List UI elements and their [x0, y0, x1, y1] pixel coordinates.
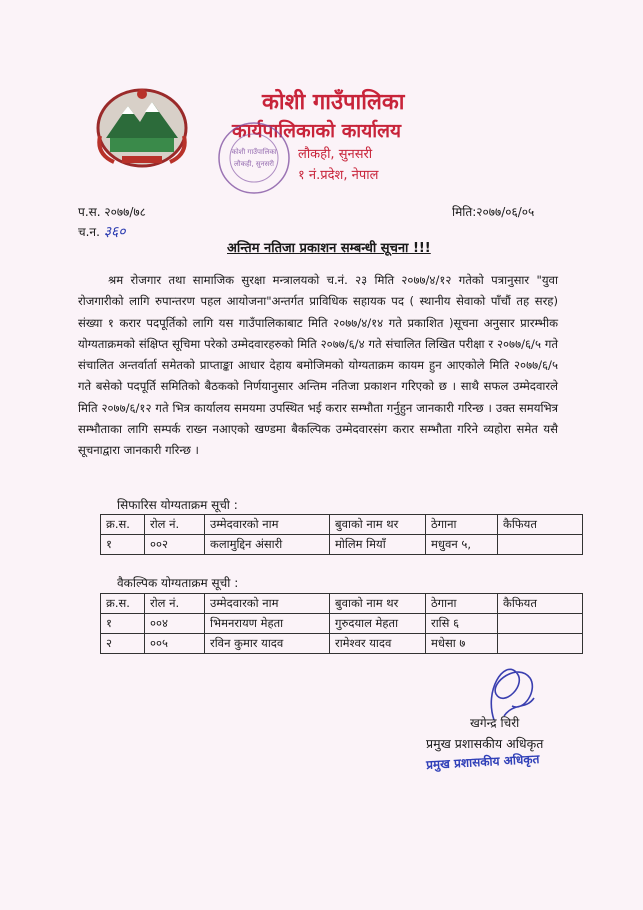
table-cell: १ — [101, 614, 145, 634]
notice-body: श्रम रोजगार तथा सामाजिक सुरक्षा मन्त्रालयको च.नं. २३ मिति २०७७/४/१२ गतेको पत्रानुसार "युवा रोजगारीको लागि रुपान्तरण पहल आयोजना"अन्तर्गत प्राविधिक सहायक पद ( स्थानीय सेवाको पाँचौं तह सरह) संख्या १ करार पदपूर्तिको लागि यस गाउँपालिकाबाट मिति २०७७/४/१४ गते प्रकाशित )सूचना अनुसार प्रारम्भीक योग्यताक्रमको संक्षिप्त सूचिमा परेको उम्मेदवारहरुको मिति २०७७/६/४ गते संचालित लिखित परीक्षा र २०७७/६/५ गते संचालित अन्तर्वार्ता समेतको प्राप्ताङ्का आधार देहाय बमोजिमको योग्यताक्रम कायम हुन आएकोले मिति २०७७/६/५ गते बसेको पदपूर्ति समितिको बैठकको निर्णयानुसार अन्तिम नतिजा प्रकाशन गरिएको छ । साथै सफल उम्मेदवारले मिति २०७७/६/१२ गते भित्र कार्यालय समयमा उपस्थित भई करार सम्भौता गर्नुहुन जानकारी गरिन्छ । उक्त समयभित्र सम्भौताका लागि सम्पर्क राख्न नआएको खण्डमा बैकल्पिक उम्मेदवारसंग करार सम्भौता गरिने व्यहोरा समेत यसै सूचनाद्वारा जानकारी गरिन्छ । — [78, 273, 558, 458]
table-cell: ००५ — [145, 634, 205, 654]
column-header: रोल नं. — [145, 594, 205, 614]
notice-title: अन्तिम नतिजा प्रकाशन सम्बन्धी सूचना !!! — [227, 241, 431, 256]
table-cell: रविन कुमार यादव — [205, 634, 330, 654]
column-header: रोल नं. — [145, 515, 205, 535]
office-name: कार्यपालिकाको कार्यालय — [232, 120, 402, 142]
alternate-table — [100, 593, 583, 654]
alternate-list-caption: वैकल्पिक योग्यताक्रम सूची : — [117, 576, 239, 590]
dispatch-number: ३६० — [103, 224, 126, 240]
column-header: उम्मेदवारको नाम — [205, 515, 330, 535]
column-header: क्र.स. — [101, 594, 145, 614]
table-cell — [498, 614, 583, 634]
table-cell: मोलिम मियाँ — [330, 535, 426, 555]
table-header-row — [101, 515, 583, 535]
dispatch-label: च.न. — [78, 225, 100, 239]
column-header: बुवाको नाम थर — [330, 515, 426, 535]
table-row — [101, 535, 583, 555]
fiscal-year: प.स. २०७७/७८ — [78, 205, 146, 219]
table-cell: ००२ — [145, 535, 205, 555]
issue-date: मिति:२०७७/०६/०५ — [452, 205, 535, 219]
column-header: उम्मेदवारको नाम — [205, 594, 330, 614]
address-line1: लौकही, सुनसरी — [298, 147, 373, 162]
column-header: कैफियत — [498, 515, 583, 535]
table-cell: मधेसा ७ — [426, 634, 498, 654]
svg-text:कोशी गाउँपालिका: कोशी गाउँपालिका — [231, 148, 277, 156]
svg-text:लौकही, सुनसरी: लौकही, सुनसरी — [234, 160, 274, 168]
nepal-emblem-icon — [92, 84, 192, 168]
recommended-table — [100, 514, 583, 555]
column-header: कैफियत — [498, 594, 583, 614]
table-cell: रामेश्वर यादव — [330, 634, 426, 654]
table-cell: १ — [101, 535, 145, 555]
signatory-title: प्रमुख प्रशासकीय अधिकृत — [426, 736, 544, 751]
signatory-stamp: प्रमुख प्रशासकीय अधिकृत — [425, 752, 540, 772]
table-cell: गुरुदयाल मेहता — [330, 614, 426, 634]
column-header: बुवाको नाम थर — [330, 594, 426, 614]
org-name: कोशी गाउँपालिका — [262, 89, 405, 115]
table-row — [101, 614, 583, 634]
column-header: क्र.स. — [101, 515, 145, 535]
table-cell: रासि ६ — [426, 614, 498, 634]
column-header: ठेगाना — [426, 594, 498, 614]
table-cell: २ — [101, 634, 145, 654]
table-cell: मधुवन ५, — [426, 535, 498, 555]
table-header-row — [101, 594, 583, 614]
signatory-name: खगेन्द्र चिरी — [470, 716, 520, 730]
dispatch-number-line — [78, 222, 126, 241]
table-cell: ००४ — [145, 614, 205, 634]
column-header: ठेगाना — [426, 515, 498, 535]
office-seal-icon — [216, 118, 292, 198]
recommended-list-caption: सिफारिस योग्यताक्रम सूची : — [117, 498, 238, 512]
address-line2: १ नं.प्रदेश, नेपाल — [298, 168, 379, 183]
table-cell: कलामुद्दिन अंसारी — [205, 535, 330, 555]
table-cell: भिमनरायण मेहता — [205, 614, 330, 634]
table-cell — [498, 535, 583, 555]
